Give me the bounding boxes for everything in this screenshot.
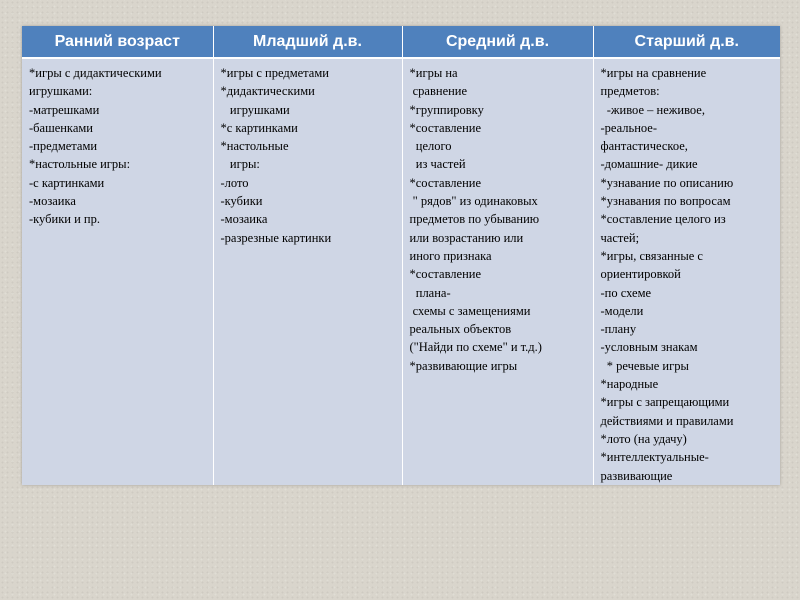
cell-line: -матрешками <box>29 102 100 117</box>
header-junior-preschool: Младший д.в. <box>213 26 402 58</box>
cell-line: *составление целого из <box>600 212 726 227</box>
cell-line: *настольные игры: <box>29 157 131 172</box>
cell-line: *игры, связанные с <box>600 248 703 263</box>
cell-middle-preschool <box>402 58 593 485</box>
cell-line: схемы с замещениями <box>409 303 531 318</box>
cell-line: *составление <box>409 267 482 282</box>
cell-line: -предметами <box>29 139 98 154</box>
cell-line: *игры с запрещающими <box>600 395 730 410</box>
cell-line: -модели <box>600 303 644 318</box>
cell-line: *лото (на удачу) <box>600 431 687 446</box>
header-row <box>22 26 780 58</box>
cell-line: *узнавание по описанию <box>600 175 734 190</box>
cell-line: -башенками <box>29 120 93 135</box>
cell-line: -реальное- <box>600 120 658 135</box>
cell-line: -условным знакам <box>600 340 698 355</box>
cell-line: *с картинками <box>220 120 298 135</box>
cell-line: -мозаика <box>220 212 268 227</box>
cell-line: *развивающие игры <box>409 358 518 373</box>
cell-line: игрушками <box>220 102 290 117</box>
header-early-age: Ранний возраст <box>22 26 213 58</box>
cell-line: *узнавания по вопросам <box>600 194 731 209</box>
cell-line: ориентировкой <box>600 267 681 282</box>
cell-line: -по схеме <box>600 285 652 300</box>
cell-line: -лото <box>220 175 249 190</box>
cell-line: действиями и правилами <box>600 413 734 428</box>
cell-senior-preschool <box>593 58 780 485</box>
cell-line: -с картинками <box>29 175 105 190</box>
cell-line: предметов: <box>600 84 660 99</box>
cell-line: *группировку <box>409 102 484 117</box>
header-middle-preschool: Средний д.в. <box>402 26 593 58</box>
cell-line: -мозаика <box>29 194 76 209</box>
header-senior-preschool: Старший д.в. <box>593 26 780 58</box>
cell-line: *интеллектуальные- <box>600 450 709 465</box>
cell-line: * речевые игры <box>600 358 689 373</box>
cell-line: -живое – неживое, <box>600 102 705 117</box>
cell-line: *игры с предметами <box>220 66 329 80</box>
cell-line: *настольные <box>220 139 289 154</box>
games-table <box>22 26 780 485</box>
cell-junior-preschool <box>213 58 402 485</box>
cell-line: игрушками: <box>29 84 93 99</box>
cell-line: сравнение <box>409 84 468 99</box>
cell-line: предметов по убыванию <box>409 212 540 227</box>
cell-early-age <box>22 58 213 485</box>
cell-line: из частей <box>409 157 466 172</box>
cell-line: -кубики <box>220 194 263 209</box>
cell-line: или возрастанию или <box>409 230 524 245</box>
cell-line: *игры на сравнение <box>600 66 707 80</box>
cell-line: плана- <box>409 285 451 300</box>
cell-line: *игры с дидактическими <box>29 66 162 80</box>
cell-line: -домашние- дикие <box>600 157 698 172</box>
cell-line: иного признака <box>409 248 492 263</box>
cell-line: -разрезные картинки <box>220 230 332 245</box>
cell-line: *дидактическими <box>220 84 315 99</box>
cell-line: целого <box>409 139 452 154</box>
cell-line: *народные <box>600 377 659 392</box>
cell-line: частей; <box>600 230 640 245</box>
cell-line: " рядов" из одинаковых <box>409 194 538 209</box>
cell-line: фантастическое, <box>600 139 688 154</box>
cell-line: -кубики и пр. <box>29 212 100 227</box>
cell-line: -плану <box>600 322 637 337</box>
cell-line: *составление <box>409 175 482 190</box>
cell-line: *игры на <box>409 66 458 80</box>
cell-line: игры: <box>220 157 260 172</box>
cell-line: развивающие <box>600 468 673 483</box>
content-row <box>22 58 780 485</box>
cell-line: *составление <box>409 120 482 135</box>
cell-line: ("Найди по схеме" и т.д.) <box>409 340 542 355</box>
cell-line: реальных объектов <box>409 322 512 337</box>
